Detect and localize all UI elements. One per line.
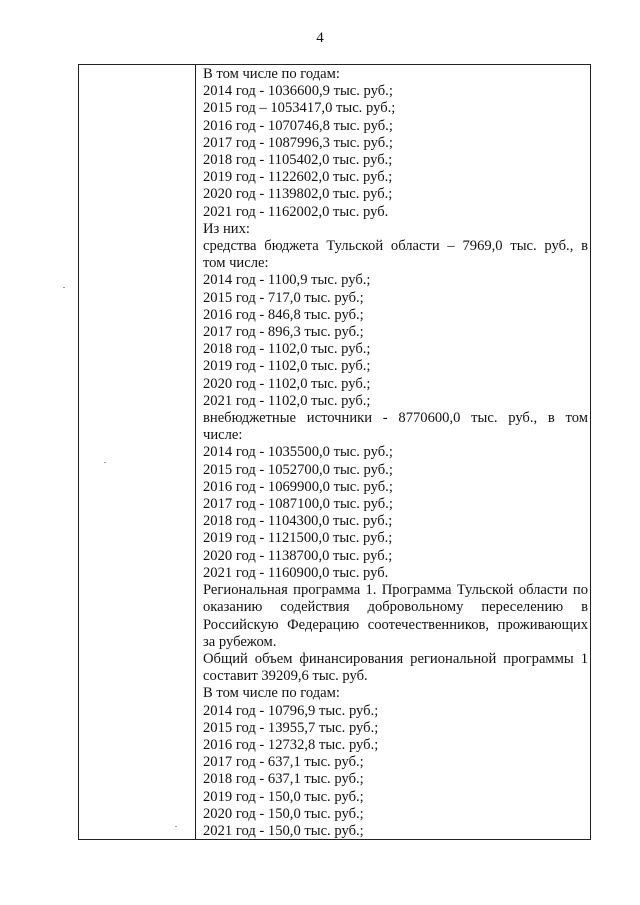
program-1-total-line-2: составит 39209,6 тыс. руб. [203,668,368,685]
regional-budget-line-2: том числе: [203,255,269,272]
list-item: 2014 год - 1036600,9 тыс. руб.; [203,83,393,100]
list-item: 2016 год - 1069900,0 тыс. руб.; [203,478,393,495]
program-1-title-line: Региональная программа 1. Программа Тульской области по [203,582,588,599]
list-item: 2017 год - 896,3 тыс. руб.; [203,324,364,341]
financing-table [78,64,591,840]
program-1-years-heading: В том числе по годам: [203,685,340,702]
program-1-title-line: за рубежом. [203,633,277,650]
years-heading: В том числе по годам: [203,66,340,82]
list-item: 2017 год - 1087100,0 тыс. руб.; [203,496,393,513]
list-item: 2019 год - 1121500,0 тыс. руб.; [203,530,393,547]
list-item: 2021 год - 1102,0 тыс. руб.; [203,392,371,409]
list-item: 2020 год - 150,0 тыс. руб.; [203,805,364,822]
list-item: 2018 год - 1105402,0 тыс. руб.; [203,152,393,169]
list-item: 2016 год - 846,8 тыс. руб.; [203,306,364,323]
extrabudgetary-line-2: числе: [203,427,243,444]
list-item: 2016 год - 12732,8 тыс. руб.; [203,736,379,753]
list-item: 2020 год - 1138700,0 тыс. руб.; [203,547,393,564]
financing-cell [203,66,588,840]
list-item: 2015 год - 1052700,0 тыс. руб.; [203,461,393,478]
of-them-label: Из них: [203,220,250,237]
list-item: 2018 год - 637,1 тыс. руб.; [203,771,364,788]
regional-budget-line: средства бюджета Тульской области – 7969,0 тыс. руб., в [203,238,588,255]
program-1-title-line: оказанию содействия добровольному переселению в [203,599,588,616]
extrabudgetary-years-list [203,444,588,582]
list-item: 2021 год - 1160900,0 тыс. руб. [203,564,389,581]
list-item: 2020 год - 1139802,0 тыс. руб.; [203,186,393,203]
program-1-title [203,582,588,651]
column-divider [195,65,196,839]
list-item: 2015 год – 1053417,0 тыс. руб.; [203,100,396,117]
list-item: 2014 год - 1100,9 тыс. руб.; [203,272,371,289]
list-item: 2015 год - 13955,7 тыс. руб.; [203,719,379,736]
page-number: 4 [316,30,324,46]
extrabudgetary-line: внебюджетные источники - 8770600,0 тыс. руб., в том [203,410,588,427]
list-item: 2019 год - 150,0 тыс. руб.; [203,788,364,805]
total-years-list [203,83,588,221]
list-item: 2019 год - 1122602,0 тыс. руб.; [203,169,393,186]
program-1-title-line: Российскую Федерацию соотечественников, проживающих [203,616,588,633]
program-1-total-line: Общий объем финансирования региональной программы 1 [203,650,588,667]
list-item: 2020 год - 1102,0 тыс. руб.; [203,375,371,392]
scan-speck [63,287,65,288]
list-item: 2016 год - 1070746,8 тыс. руб.; [203,117,393,134]
list-item: 2018 год - 1104300,0 тыс. руб.; [203,513,393,530]
list-item: 2014 год - 10796,9 тыс. руб.; [203,702,379,719]
list-item: 2021 год - 150,0 тыс. руб.; [203,822,364,839]
list-item: 2018 год - 1102,0 тыс. руб.; [203,341,371,358]
list-item: 2017 год - 1087996,3 тыс. руб.; [203,134,393,151]
regional-budget-years-list [203,272,588,410]
list-item: 2017 год - 637,1 тыс. руб.; [203,754,364,771]
program-1-years-list [203,703,588,841]
list-item: 2019 год - 1102,0 тыс. руб.; [203,358,371,375]
list-item: 2015 год - 717,0 тыс. руб.; [203,289,364,306]
list-item: 2014 год - 1035500,0 тыс. руб.; [203,444,393,461]
list-item: 2021 год - 1162002,0 тыс. руб. [203,203,389,220]
